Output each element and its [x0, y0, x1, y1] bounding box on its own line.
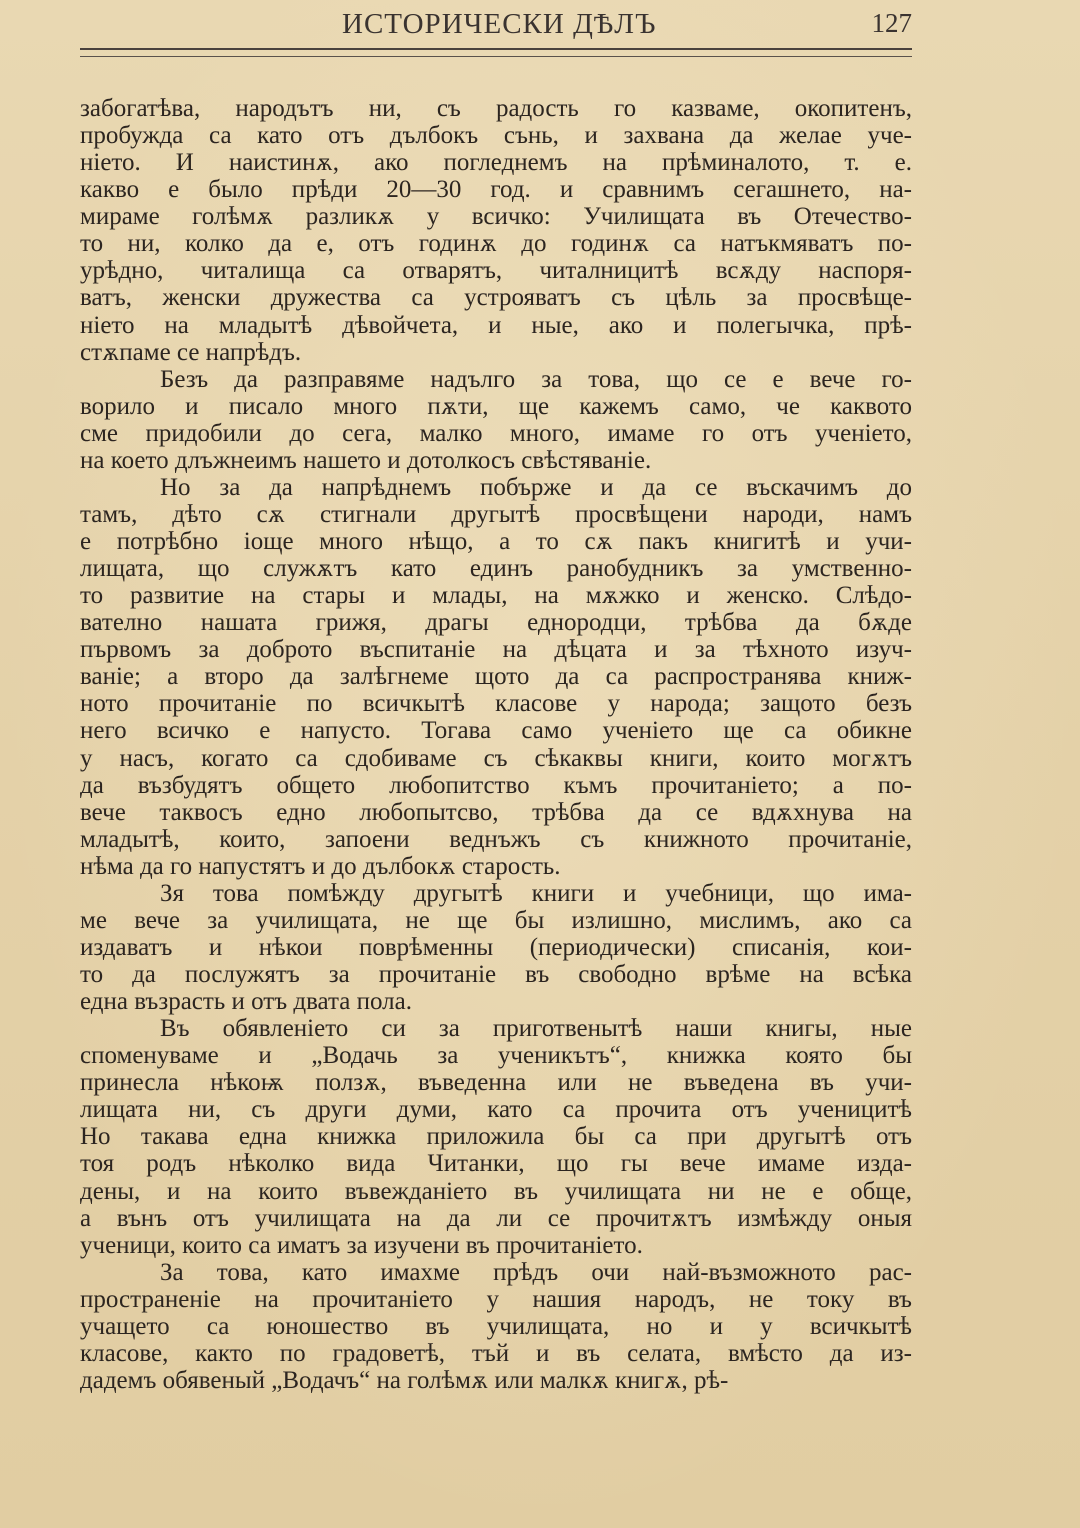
text-line: ватъ, женски дружества са устрояватъ съ цѣль за просвѣще-: [80, 284, 912, 312]
text-line: то да послужятъ за прочитанiе въ свободно врѣме на всѣка: [80, 961, 912, 988]
text-line: принесла нѣкоѭ ползѫ, въведенна или не въведена въ учи-: [80, 1069, 912, 1097]
text-line: да възбудятъ общето любопитство къмъ прочитанiето; а по-: [80, 771, 912, 799]
text-line: младытѣ, които, запоени веднъжъ съ книжното прочитанiе,: [80, 825, 912, 853]
text-line: Зя това помѣжду другытѣ книги и учебници, що има-: [160, 879, 912, 907]
text-line: дадемъ обявеный „Водачъ“ на голѣмѫ или малкѫ книгѫ, рѣ-: [80, 1366, 729, 1394]
text-line: у насъ, когато са сдобиваме съ сѣкаквы книги, които могѫтъ: [80, 744, 912, 772]
text-line: дены, и на които въвежданiето въ училищата ни не е обще,: [80, 1177, 912, 1205]
text-line: тоя родъ нѣколко вида Читанки, що гы вече имаме изда-: [80, 1150, 912, 1178]
text-line: пробужда са като отъ дълбокъ сънь, и захвана да желае уче-: [80, 122, 912, 150]
text-line: ното прочитанiе по всичкытѣ класове у народа; защото безъ: [80, 690, 912, 718]
paragraph: [80, 880, 912, 1015]
body-text: [80, 95, 912, 1394]
text-line: пространенiе на прочитанiето у нашия народъ, не току въ: [80, 1285, 912, 1313]
text-line: какво е было прѣди 20—30 год. и сравнимъ сегашнето, на-: [80, 176, 912, 204]
text-line: на което длъжнеимъ нашето и дотолкосъ свѣстяванiе.: [80, 446, 652, 474]
text-line: ванiе; а второ да залѣгнеме щото да са распространява книж-: [80, 663, 912, 691]
text-line: издаватъ и нѣкои поврѣменны (периодически) списанiя, кои-: [80, 933, 912, 961]
text-line: лищата, що служѫтъ като единъ ранобудникъ за умственно-: [80, 555, 912, 583]
text-line: него всичко е напусто. Тогава само ученiето ще са обикне: [80, 717, 912, 745]
paragraph: [80, 366, 912, 474]
text-line: ме вече за училищата, не ще бы излишно, мислимъ, ако са: [80, 906, 912, 934]
text-line: класове, както по градоветѣ, тъй и въ селата, вмѣсто да из-: [80, 1339, 912, 1367]
text-line: забогатѣва, народътъ ни, съ радость го казваме, окопитенъ,: [80, 95, 912, 122]
paragraph: [80, 474, 912, 880]
text-line: Но такава една книжка приложила бы са при другытѣ отъ: [80, 1123, 912, 1151]
header-rule: [80, 48, 912, 50]
text-line: Но за да напрѣднемъ побърже и да се въскачимъ до: [160, 473, 912, 501]
text-line: Безъ да разправяме надълго за това, що се е вече го-: [160, 365, 912, 393]
text-line: е потрѣбно iоще много нѣщо, а то сѫ пакъ книгитѣ и учи-: [80, 528, 912, 555]
text-line: ученици, които са иматъ за изучени въ прочитанiето.: [80, 1231, 643, 1259]
text-line: вече таквосъ едно любопытсво, трѣбва да се вдѫхнува на: [80, 798, 912, 826]
text-line: стѫпаме се напрѣдъ.: [80, 338, 302, 366]
page-number: 127: [871, 8, 912, 38]
text-line: то развитие на стары и млады, на мѫжко и женско. Слѣдо-: [80, 582, 912, 610]
paragraph: [80, 1259, 912, 1394]
text-line: мираме голѣмѫ разликѫ у всичко: Училищата въ Отечество-: [80, 203, 912, 231]
running-title: ИСТОРИЧЕСКИ ДѢЛЪ: [342, 8, 657, 40]
text-line: За това, като имахме прѣдъ очи най-възможното рас-: [160, 1258, 912, 1286]
text-line: ворило и писало много пѫти, ще кажемъ само, че каквото: [80, 392, 912, 420]
text-line: Въ обявленiето си за приготвенытѣ наши книгы, ные: [160, 1015, 912, 1043]
text-line: тамъ, дѣто сѫ стигнали другытѣ просвѣщени народи, намъ: [80, 500, 912, 528]
text-line: вателно нашата грижя, драгы еднородци, трѣбва да бѫде: [80, 609, 912, 637]
paragraph: [80, 95, 912, 366]
text-line: учащето са юношество въ училищата, но и у всичкытѣ: [80, 1312, 912, 1340]
text-line: то ни, колко да е, отъ годинѫ до годинѫ са натъкмяватъ по-: [80, 230, 912, 258]
text-line: първомъ за доброто въспитанiе на дѣцата и за тѣхното изуч-: [80, 636, 912, 664]
text-line: споменуваме и „Водачь за ученикътъ“, книжка която бы: [80, 1042, 912, 1070]
text-line: нiето на младытѣ дѣвойчета, и ные, ако и полегычка, прѣ-: [80, 311, 912, 339]
text-line: нiето. И наистинѫ, ако погледнемъ на прѣминалото, т. е.: [80, 149, 912, 177]
text-line: лищата ни, съ други думи, като са прочита отъ ученицитѣ: [80, 1096, 912, 1124]
text-line: една възрасть и отъ двата пола.: [80, 988, 412, 1016]
text-line: а вънъ отъ училищата на да ли се прочитѫтъ измѣжду оныя: [80, 1204, 912, 1232]
text-line: урѣдно, читалища са отварятъ, читалницитѣ всѫду наспоря-: [80, 257, 912, 285]
text-line: нѣма да го напустятъ и до дълбокѫ старость.: [80, 852, 561, 880]
text-line: сме придобили до сега, малко много, имаме го отъ ученiето,: [80, 419, 912, 447]
paragraph: [80, 1015, 912, 1259]
running-header: [80, 4, 912, 44]
header-rule-thin: [80, 56, 912, 57]
